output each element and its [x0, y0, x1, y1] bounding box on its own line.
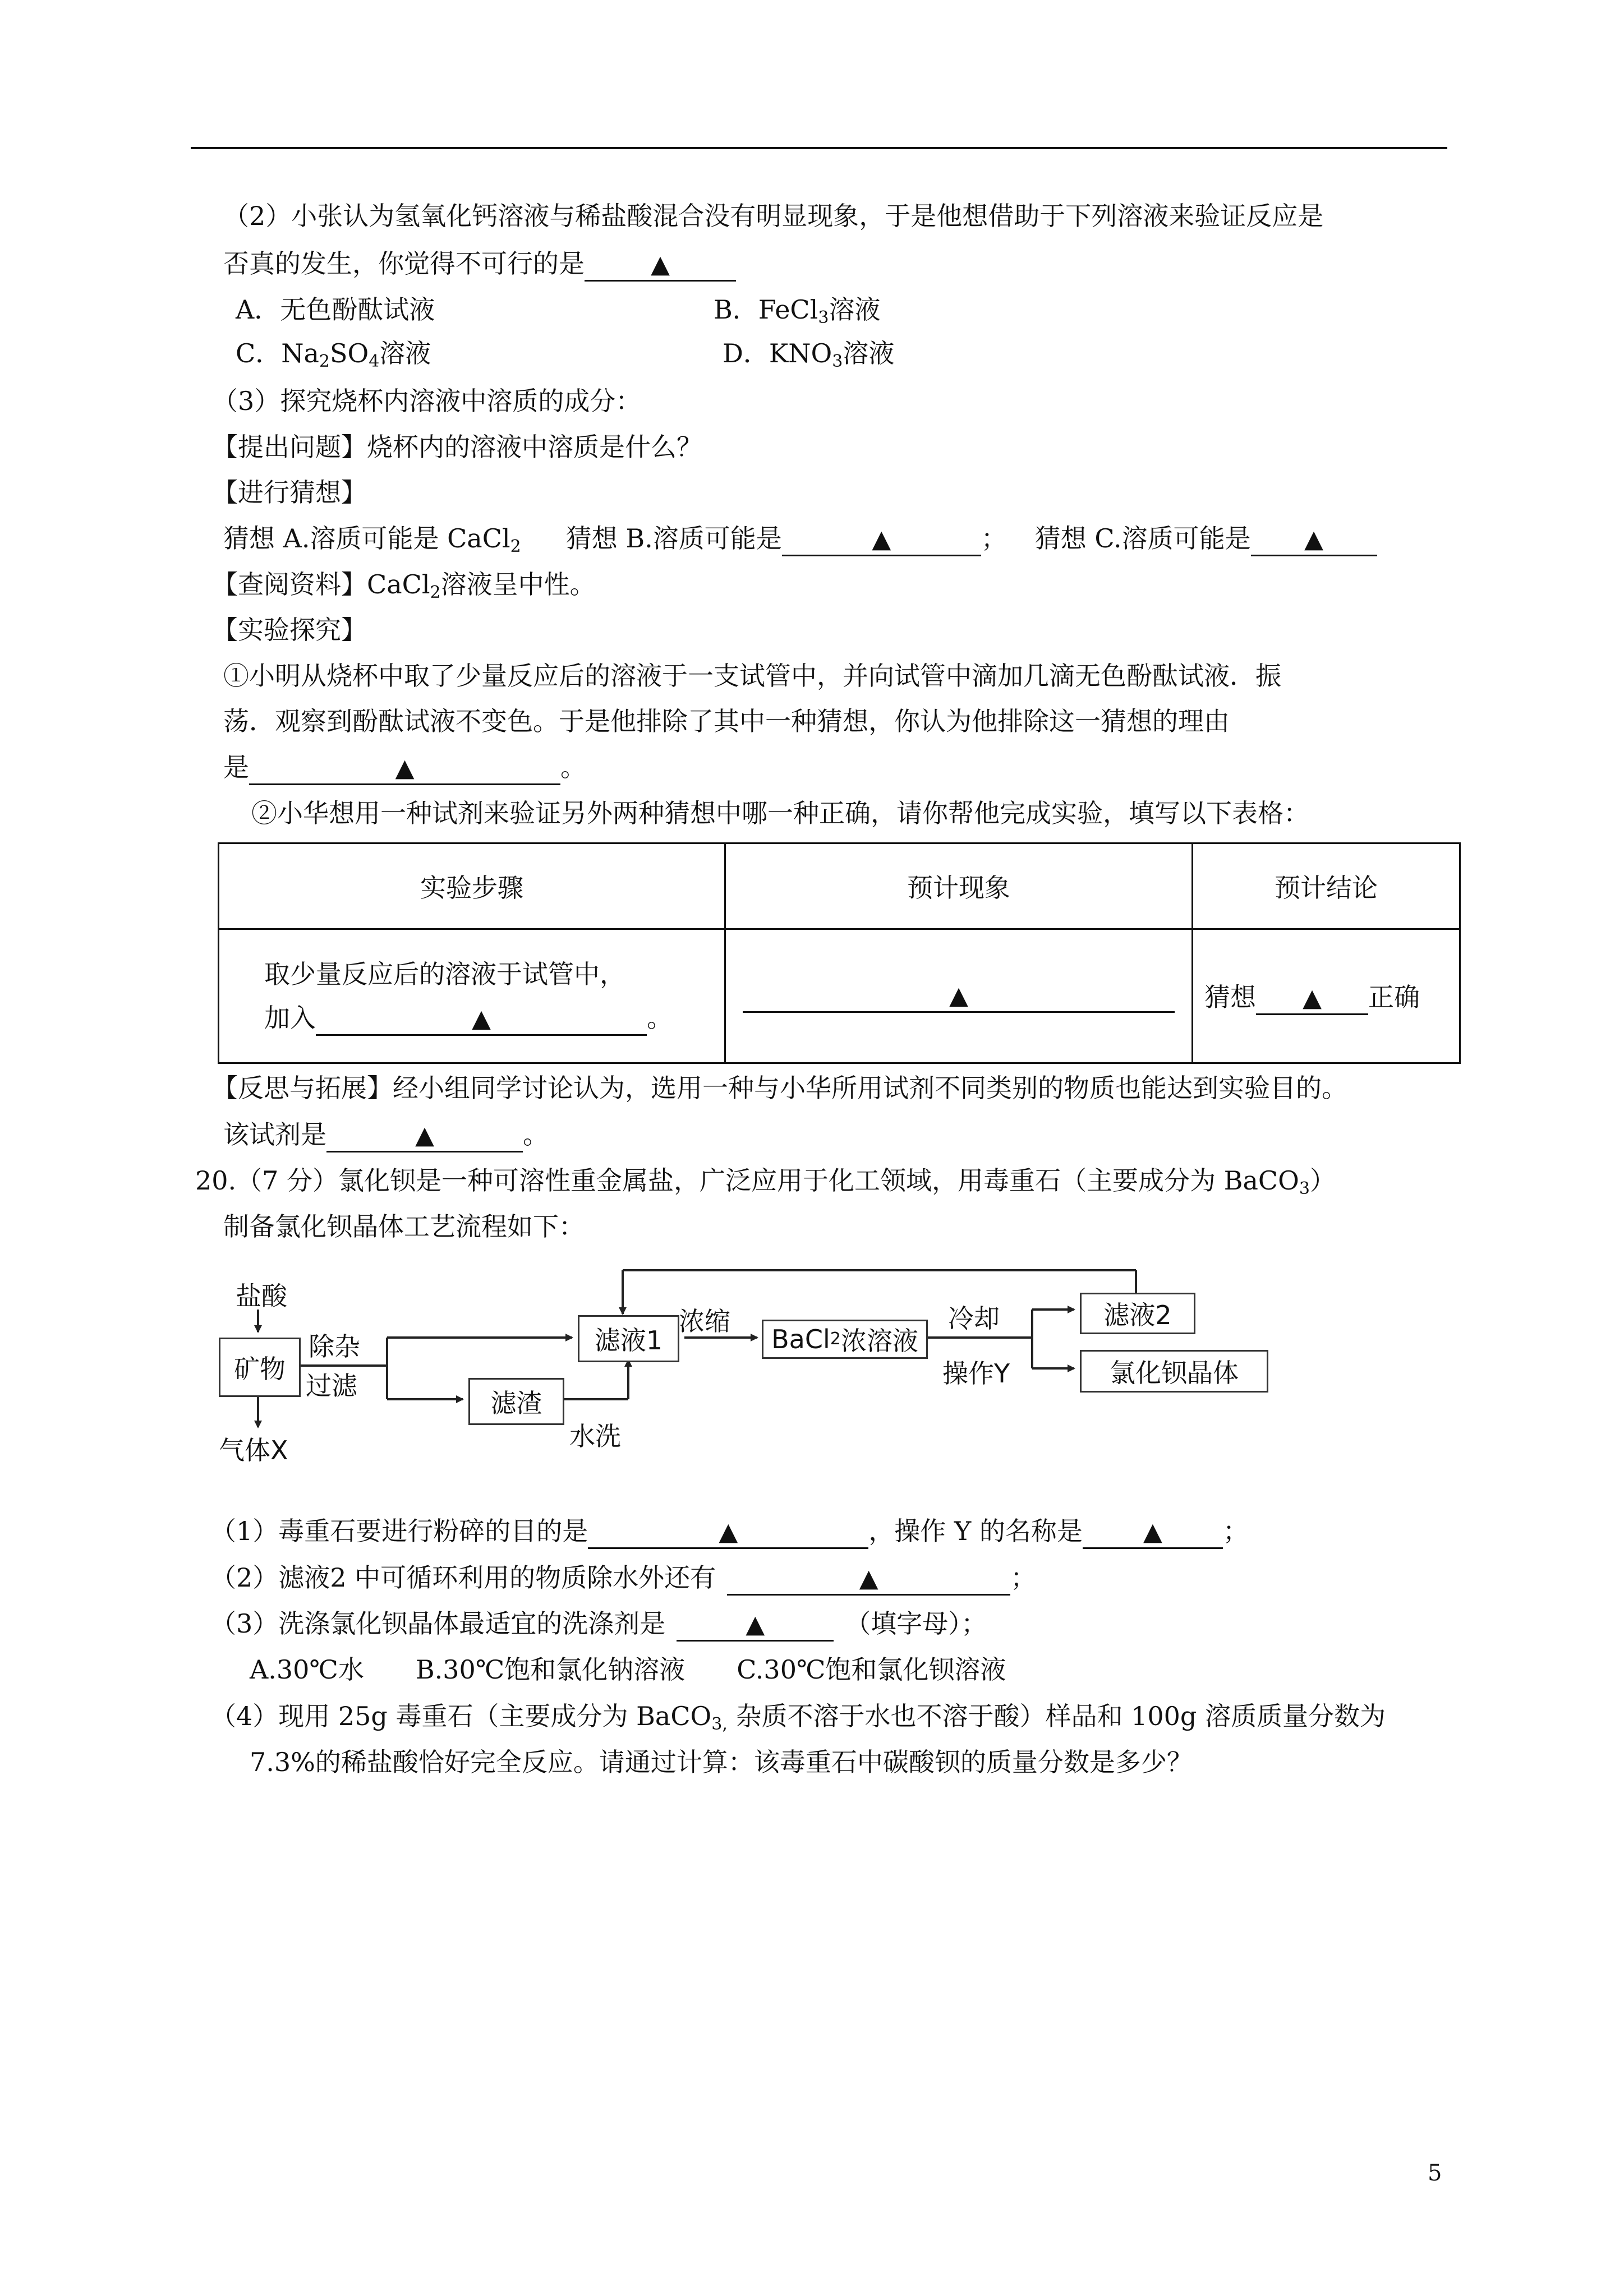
q3-guesses: 猜想 A.溶质可能是 CaCl$_2$ 猜想 B.溶质可能是 ▲ ； 猜想 C.溶质可能是 ▲ — [223, 522, 1377, 556]
header-rule — [191, 147, 1447, 149]
op-y-blank[interactable]: ▲ — [1083, 1516, 1223, 1549]
q3-ask: 【提出问题】烧杯内的溶液中溶质是什么？ — [212, 432, 702, 462]
process-flowchart — [196, 1248, 1318, 1500]
q20-sub4-line1: （4）现用 25g 毒重石（主要成分为 BaCO$_{3,}$ 杂质不溶于水也不溶于酸）样品和 100g 溶质质量分数为 — [210, 1701, 1386, 1734]
q2-option-c: C．$Na_2SO_4$溶液 — [236, 338, 431, 371]
flow-acid: 盐酸 — [236, 1281, 287, 1311]
guess-b-blank[interactable]: ▲ — [782, 523, 981, 556]
q20-sub2: （2）滤液2 中可循环利用的物质除水外还有 ▲ ； — [210, 1561, 1036, 1596]
q3-lookup: 【查阅资料】CaCl$_2$溶液呈中性。 — [212, 569, 596, 602]
q3-e1-line1: ①小明从烧杯中取了少量反应后的溶液于一支试管中，并向试管中滴加几滴无色酚酞试液．振 — [223, 661, 1281, 691]
flow-residue-box: 滤渣 — [468, 1378, 564, 1425]
flow-remove: 除杂 — [309, 1331, 360, 1362]
q20-line1: 20.（7 分）氯化钡是一种可溶性重金属盐，广泛应用于化工领域，用毒重石（主要成分为 BaCO$_3$） — [195, 1165, 1336, 1198]
q2-option-d: D．$KNO_3$溶液 — [723, 338, 895, 371]
q3-reagent: 该试剂是 ▲ 。 — [223, 1118, 549, 1152]
conclusion-blank[interactable]: ▲ — [1256, 982, 1368, 1015]
q20-line2: 制备氯化钡晶体工艺流程如下： — [223, 1211, 585, 1242]
wash-reagent-blank[interactable]: ▲ — [677, 1608, 834, 1642]
flow-op-y: 操作Y — [942, 1358, 1010, 1389]
q2-option-b: B．FeCl$_3$溶液 — [714, 294, 881, 328]
reflect-reagent-blank[interactable]: ▲ — [326, 1119, 523, 1152]
flow-gas: 气体X — [219, 1435, 288, 1465]
q2-option-a: A．无色酚酞试液 — [236, 294, 435, 325]
guess-c-blank[interactable]: ▲ — [1251, 523, 1377, 556]
experiment-table — [218, 842, 1461, 1064]
flow-bacl2-box: BaCl 2 浓溶液 — [762, 1320, 928, 1359]
answer-blank[interactable]: ▲ — [585, 248, 736, 282]
reagent-blank[interactable]: ▲ — [316, 1003, 647, 1036]
flow-wash: 水洗 — [569, 1421, 621, 1451]
q20-sub1: （1）毒重石要进行粉碎的目的是 ▲ ，操作 Y 的名称是 ▲ ； — [210, 1514, 1249, 1549]
phenomenon-cell — [725, 929, 1193, 1063]
conclusion-cell: 猜想 ▲ 正确 — [1193, 929, 1460, 1063]
reason-blank[interactable]: ▲ — [249, 752, 560, 785]
crush-purpose-blank[interactable]: ▲ — [588, 1516, 868, 1549]
q3-reflect: 【反思与拓展】经小组同学讨论认为，选用一种与小华所用试剂不同类别的物质也能达到实验目的。 — [212, 1073, 1347, 1103]
page-number: 5 — [1428, 2160, 1442, 2186]
flow-concentrate: 浓缩 — [679, 1306, 730, 1336]
step-text: 取少量反应后的溶液于试管中， — [264, 959, 625, 989]
q3-intro: （3）探究烧杯内溶液中溶质的成分： — [212, 386, 642, 416]
phenomenon-blank[interactable]: ▲ — [743, 980, 1175, 1013]
flow-filtrate2-box: 滤液2 — [1080, 1293, 1195, 1334]
table-header: 预计现象 — [725, 843, 1193, 929]
q2-line2: 否真的发生，你觉得不可行的是 ▲ — [223, 247, 736, 282]
table-header: 预计结论 — [1193, 843, 1460, 929]
flow-filter: 过滤 — [306, 1371, 357, 1401]
q3-e1-line3: 是 ▲ 。 — [223, 750, 586, 785]
q3-e1-line2: 荡．观察到酚酞试液不变色。于是他排除了其中一种猜想，你认为他排除这一猜想的理由 — [223, 706, 1230, 736]
q20-sub4-line2: 7.3%的稀盐酸恰好完全反应。请通过计算：该毒重石中碳酸钡的质量分数是多少？ — [250, 1747, 1193, 1777]
flow-filtrate1-box: 滤液1 — [578, 1315, 679, 1362]
flow-mineral-box: 矿物 — [219, 1338, 301, 1397]
recycle-blank[interactable]: ▲ — [727, 1562, 1010, 1596]
q2-line1: （2）小张认为氢氧化钙溶液与稀盐酸混合没有明显现象，于是他想借助于下列溶液来验证反应是 — [223, 201, 1324, 231]
q3-exp-head: 【实验探究】 — [212, 615, 367, 645]
q3-guess-head: 【进行猜想】 — [212, 477, 367, 508]
q3-e2: ②小华想用一种试剂来验证另外两种猜想中哪一种正确，请你帮他完成实验，填写以下表格： — [251, 798, 1309, 828]
q20-sub3: （3）洗涤氯化钡晶体最适宜的洗涤剂是 ▲ （填字母）； — [210, 1607, 987, 1642]
q20-sub3-options: A.30℃水 B.30℃饱和氯化钠溶液 C.30℃饱和氯化钡溶液 — [250, 1654, 1006, 1685]
step-text-2: 加入 ▲ 。 — [264, 996, 713, 1040]
table-header: 实验步骤 — [219, 843, 725, 929]
step-cell — [219, 929, 725, 1063]
flow-crystal-box: 氯化钡晶体 — [1080, 1350, 1268, 1393]
flow-cool: 冷却 — [948, 1303, 1000, 1334]
